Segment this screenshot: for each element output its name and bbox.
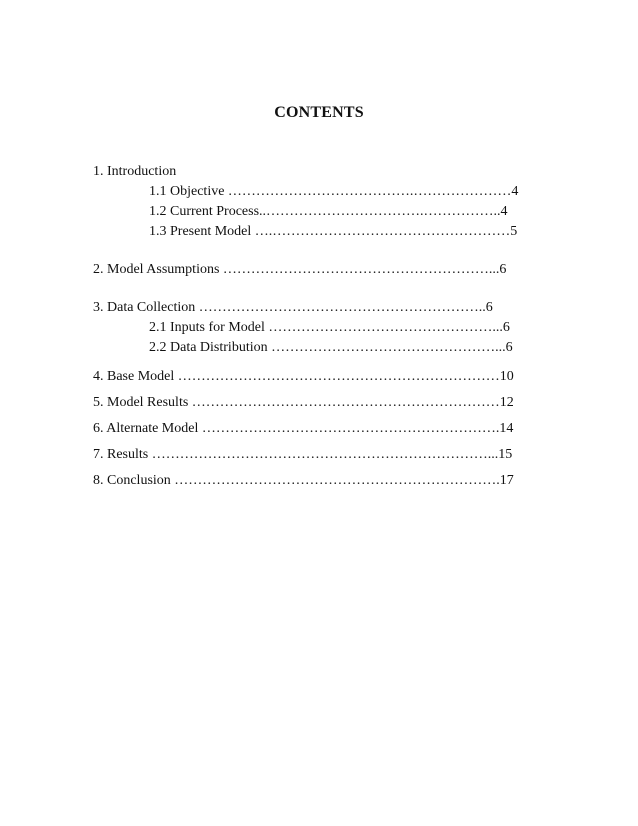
toc-entry-objective: 1.1 Objective ………………………………….…………………4 bbox=[149, 184, 519, 199]
toc-entry-alternate-model: 6. Alternate Model ……………………………………………………….14 bbox=[93, 421, 514, 436]
toc-entry-results: 7. Results ………………………………………………………………...15 bbox=[93, 447, 513, 462]
toc-entry-introduction: 1. Introduction bbox=[93, 164, 177, 179]
toc-entry-inputs-for-model: 2.1 Inputs for Model …………………………………………...6 bbox=[149, 320, 510, 335]
toc-entry-base-model: 4. Base Model ……………………………………………………………10 bbox=[93, 369, 514, 384]
page-title: CONTENTS bbox=[274, 104, 364, 121]
toc-entry-data-distribution: 2.2 Data Distribution …………………………………………...6 bbox=[149, 340, 513, 355]
toc-entry-model-assumptions: 2. Model Assumptions …………………………………………………...6 bbox=[93, 262, 507, 277]
toc-entry-current-process: 1.2 Current Process..…………………………….……………..4 bbox=[149, 204, 508, 219]
toc-entry-present-model: 1.3 Present Model ….……………………………………………5 bbox=[149, 224, 518, 239]
toc-entry-model-results: 5. Model Results …………………………………………………………12 bbox=[93, 395, 514, 410]
toc-entry-data-collection: 3. Data Collection ……………………………………………………..6 bbox=[93, 300, 493, 315]
toc-entry-conclusion: 8. Conclusion …………………………………………………………….17 bbox=[93, 473, 514, 488]
